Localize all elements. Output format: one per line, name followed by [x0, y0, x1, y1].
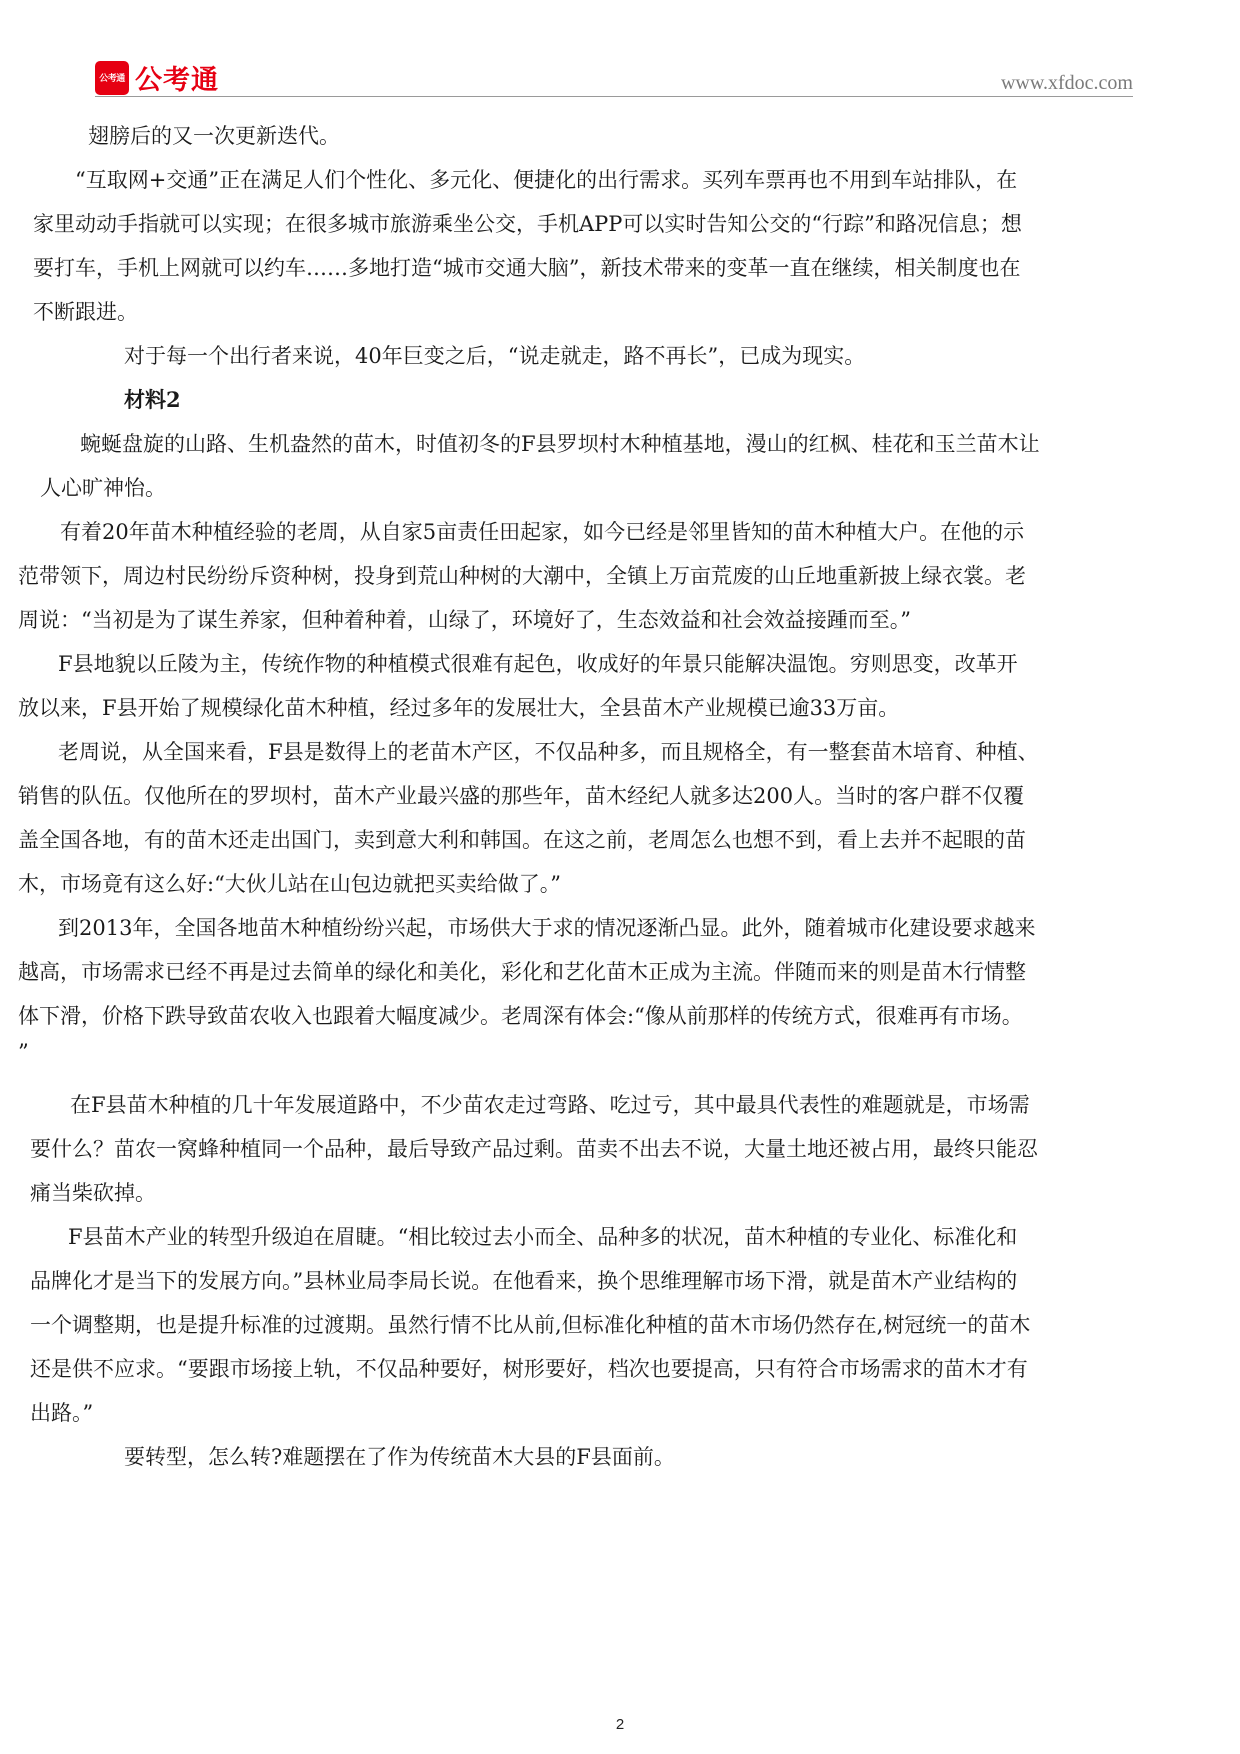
- paragraph-line: 放以来，F县开始了规模绿化苗木种植，经过多年的发展壮大，全县苗木产业规模已逾33万亩。: [18, 696, 900, 720]
- paragraph-line: 人心旷神怡。: [40, 476, 166, 500]
- paragraph-line: ”: [18, 1040, 29, 1064]
- paragraph-line: 蜿蜒盘旋的山路、生机盎然的苗木，时值初冬的F县罗坝村木种植基地，漫山的红枫、桂花和玉兰苗木让: [80, 432, 1040, 456]
- paragraph-line: 翅膀后的又一次更新迭代。: [88, 124, 340, 148]
- paragraph-line: 范带领下，周边村民纷纷斥资种树，投身到荒山种树的大潮中，全镇上万亩荒废的山丘地重新披上绿衣裳。老: [18, 564, 1026, 588]
- paragraph-line: F县苗木产业的转型升级迫在眉睫。“相比较过去小而全、品种多的状况，苗木种植的专业化、标准化和: [68, 1225, 1018, 1249]
- logo-mark-icon: 公考通: [95, 61, 129, 95]
- paragraph-line: 到2013年，全国各地苗木种植纷纷兴起，市场供大于求的情况逐渐凸显。此外，随着城市化建设要求越来: [58, 916, 1036, 940]
- paragraph-line: 周说：“当初是为了谋生养家，但种着种着，山绿了，环境好了，生态效益和社会效益接踵而至。”: [18, 608, 911, 632]
- paragraph-line: 销售的队伍。仅他所在的罗坝村，苗木产业最兴盛的那些年，苗木经纪人就多达200人。当时的客户群不仅覆: [18, 784, 1025, 808]
- paragraph-line: 越高，市场需求已经不再是过去简单的绿化和美化，彩化和艺化苗木正成为主流。伴随而来的则是苗木行情整: [18, 960, 1026, 984]
- paragraph-line: 木，市场竟有这么好:“大伙儿站在山包边就把买卖给做了。”: [18, 872, 562, 896]
- paragraph-line: 痛当柴砍掉。: [30, 1181, 156, 1205]
- paragraph-line: 要什么？苗农一窝蜂种植同一个品种，最后导致产品过剩。苗卖不出去不说，大量土地还被占用，最终只能忍: [30, 1137, 1038, 1161]
- paragraph-line: 不断跟进。: [33, 300, 138, 324]
- paragraph-line: 出路。”: [30, 1401, 94, 1425]
- paragraph-line: 要转型，怎么转?难题摆在了作为传统苗木大县的F县面前。: [124, 1445, 675, 1469]
- section-heading: 材料2: [124, 387, 181, 412]
- paragraph-line: “互取网+交通”正在满足人们个性化、多元化、便捷化的出行需求。买列车票再也不用到车站排队，在: [75, 168, 1018, 192]
- paragraph-line: 还是供不应求。“要跟市场接上轨，不仅品种要好，树形要好，档次也要提高，只有符合市场需求的苗木才有: [30, 1357, 1028, 1381]
- logo-text: 公考通: [135, 65, 219, 96]
- paragraph-line: 对于每一个出行者来说，40年巨变之后，“说走就走，路不再长”，已成为现实。: [124, 344, 866, 368]
- site-url: www.xfdoc.com: [1000, 72, 1133, 94]
- paragraph-line: 品牌化才是当下的发展方向。”县林业局李局长说。在他看来，换个思维理解市场下滑，就是苗木产业结构的: [30, 1269, 1018, 1293]
- logo: [95, 58, 219, 97]
- header-divider: [95, 96, 1133, 97]
- paragraph-line: 要打车，手机上网就可以约车……多地打造“城市交通大脑”，新技术带来的变革一直在继续，相关制度也在: [33, 256, 1021, 280]
- paragraph-line: 体下滑，价格下跌导致苗农收入也跟着大幅度减少。老周深有体会:“像从前那样的传统方式，很难再有市场。: [18, 1004, 1023, 1028]
- paragraph-line: 一个调整期，也是提升标准的过渡期。虽然行情不比从前,但标准化种植的苗木市场仍然存在,树冠统一的苗木: [30, 1313, 1031, 1337]
- paragraph-line: 有着20年苗木种植经验的老周，从自家5亩责任田起家，如今已经是邻里皆知的苗木种植大户。在他的示: [60, 520, 1025, 544]
- paragraph-line: F县地貌以丘陵为主，传统作物的种植模式很难有起色，收成好的年景只能解决温饱。穷则思变，改革开: [58, 652, 1018, 676]
- page-number: 2: [615, 1716, 625, 1733]
- paragraph-line: 盖全国各地，有的苗木还走出国门，卖到意大利和韩国。在这之前，老周怎么也想不到，看上去并不起眼的苗: [18, 828, 1026, 852]
- paragraph-line: 在F县苗木种植的几十年发展道路中，不少苗农走过弯路、吃过亏，其中最具代表性的难题就是，市场需: [70, 1093, 1030, 1117]
- paragraph-line: 老周说，从全国来看，F县是数得上的老苗木产区，不仅品种多，而且规格全，有一整套苗木培育、种植、: [58, 740, 1039, 764]
- page-header: [0, 0, 1240, 100]
- paragraph-line: 家里动动手指就可以实现；在很多城市旅游乘坐公交，手机APP可以实时告知公交的“行踪”和路况信息；想: [33, 212, 1022, 236]
